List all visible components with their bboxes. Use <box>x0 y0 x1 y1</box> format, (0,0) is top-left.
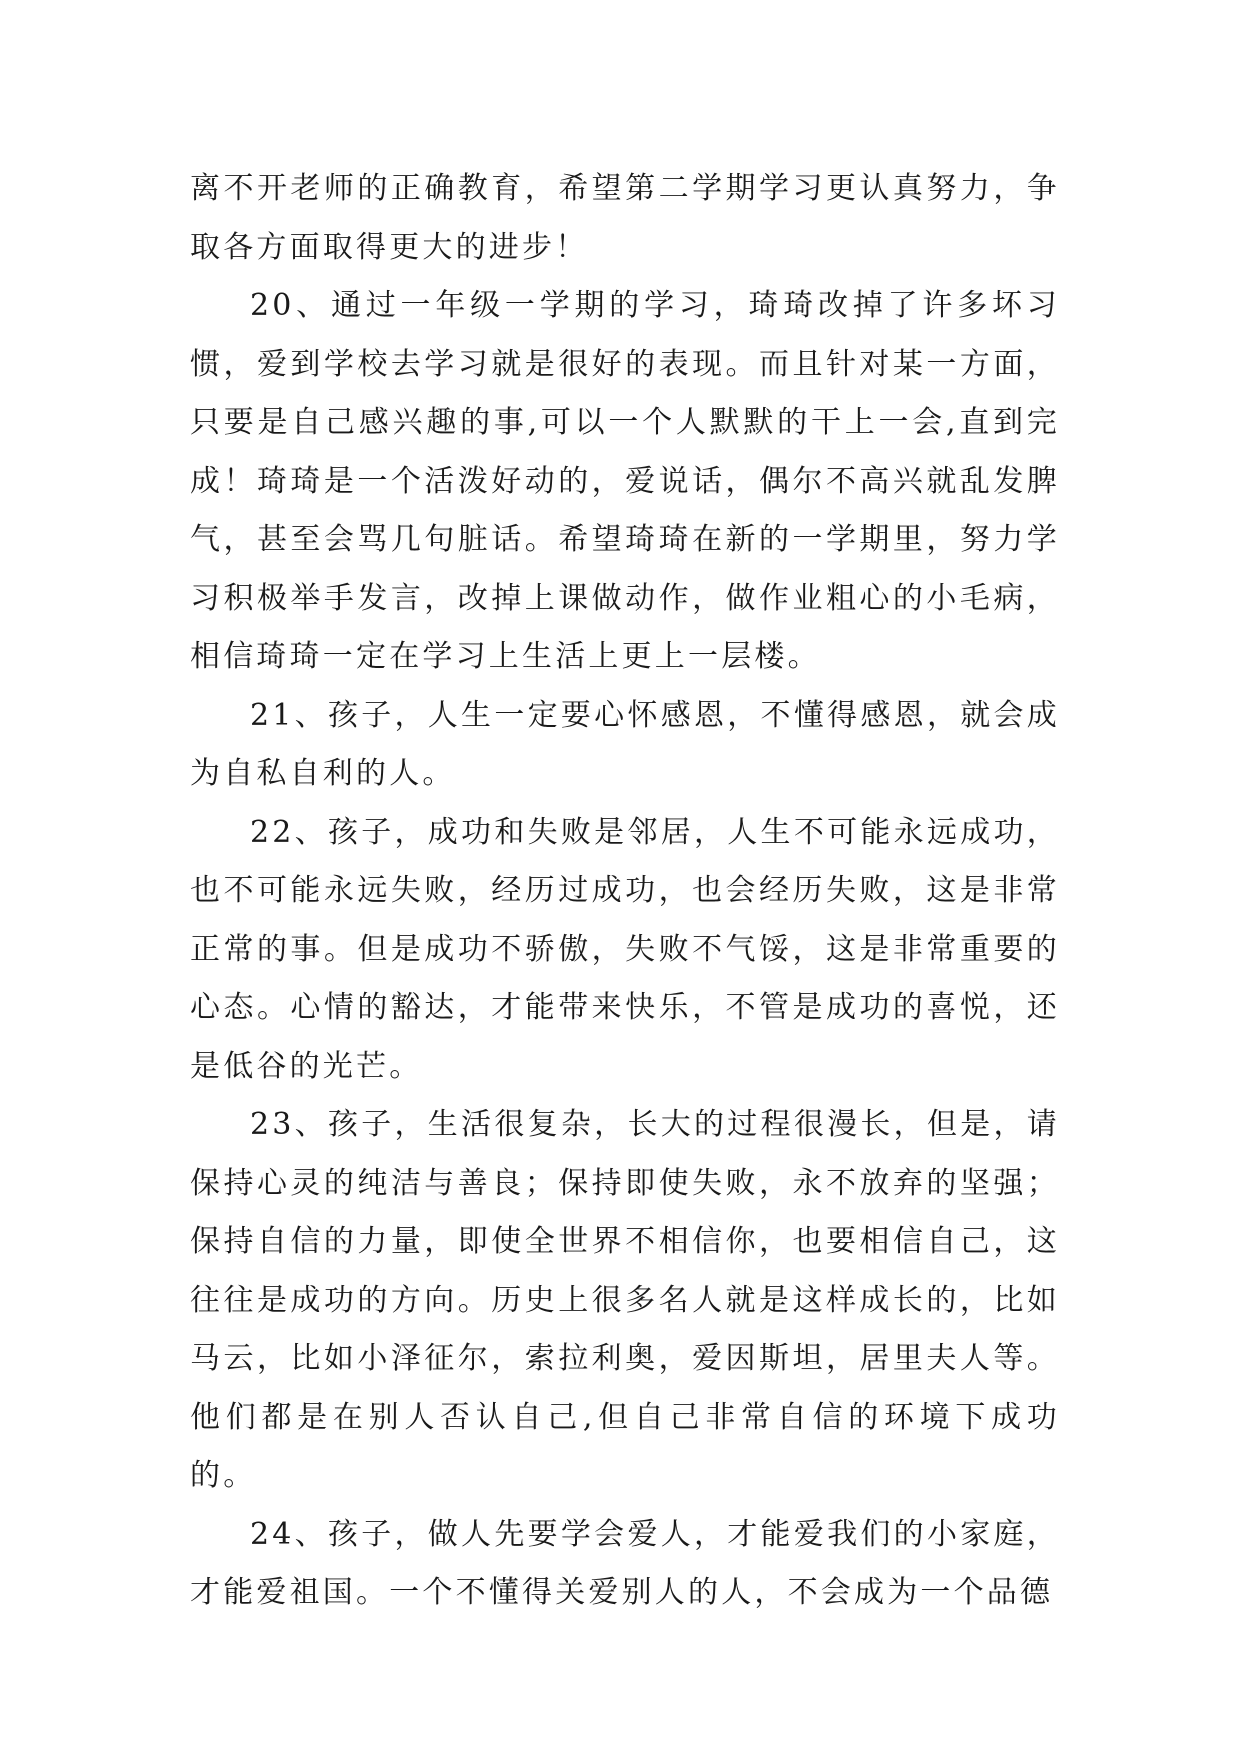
paragraph-item-21: 21、孩子，人生一定要心怀感恩，不懂得感恩，就会成为自私自利的人。 <box>190 697 1060 791</box>
document-body <box>190 160 1060 1623</box>
paragraph-continuation: 离不开老师的正确教育，希望第二学期学习更认真努力，争取各方面取得更大的进步！ <box>190 171 1060 265</box>
paragraph-item-23: 23、孩子，生活很复杂，长大的过程很漫长，但是，请保持心灵的纯洁与善良；保持即使失败，永不放弃的坚强；保持自信的力量，即使全世界不相信你，也要相信自己，这往往是成功的方向。历史上很多名人就是这样成长的，比如马云，比如小泽征尔，索拉利奥，爱因斯坦，居里夫人等。他们都是在别人否认自己,但自己非常自信的环境下成功的。 <box>190 1107 1060 1493</box>
paragraph-item-20: 20、通过一年级一学期的学习，琦琦改掉了许多坏习惯，爱到学校去学习就是很好的表现。而且针对某一方面，只要是自己感兴趣的事,可以一个人默默的干上一会,直到完成！琦琦是一个活泼好动的，爱说话，偶尔不高兴就乱发脾气，甚至会骂几句脏话。希望琦琦在新的一学期里，努力学习积极举手发言，改掉上课做动作，做作业粗心的小毛病，相信琦琦一定在学习上生活上更上一层楼。 <box>190 288 1060 674</box>
paragraph-item-24: 24、孩子，做人先要学会爱人，才能爱我们的小家庭，才能爱祖国。一个不懂得关爱别人的人，不会成为一个品德 <box>190 1516 1060 1610</box>
paragraph-item-22: 22、孩子，成功和失败是邻居，人生不可能永远成功，也不可能永远失败，经历过成功，也会经历失败，这是非常正常的事。但是成功不骄傲，失败不气馁，这是非常重要的心态。心情的豁达，才能带来快乐，不管是成功的喜悦，还是低谷的光芒。 <box>190 814 1060 1084</box>
